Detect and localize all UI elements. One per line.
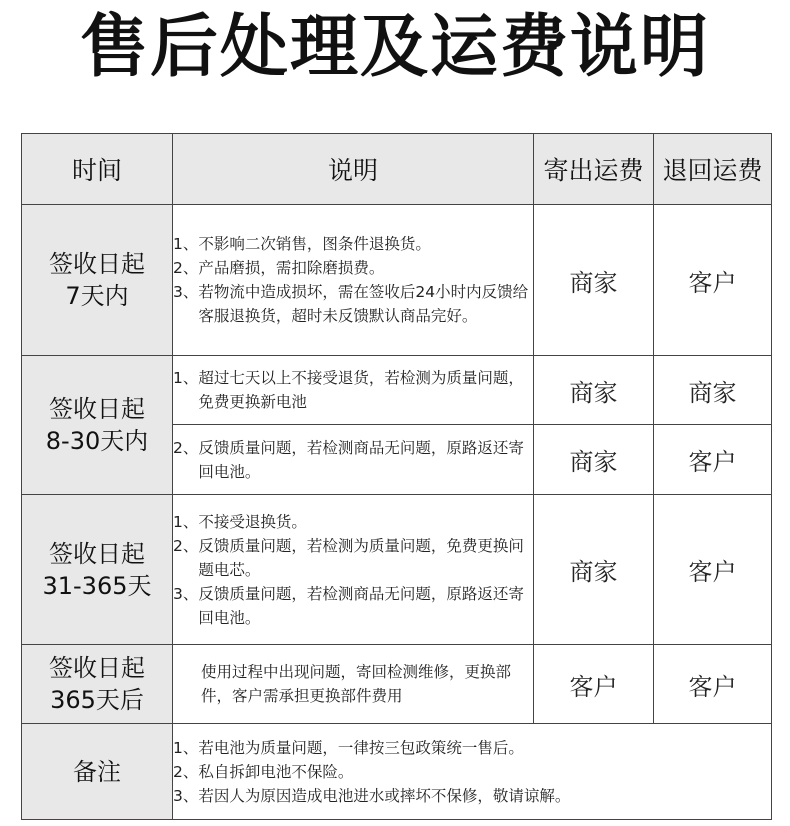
description-cell — [173, 205, 534, 356]
list-item — [173, 784, 771, 808]
item-text: 不影响二次销售，图条件退换货。 — [198, 235, 431, 253]
return-fee-cell: 客户 — [654, 425, 772, 495]
item-number: 3、 — [173, 584, 199, 603]
list-item — [173, 510, 533, 534]
return-fee-cell: 客户 — [654, 205, 772, 356]
send-fee-cell: 商家 — [534, 495, 654, 645]
header-return-fee: 退回运费 — [654, 134, 772, 205]
list-item — [173, 736, 771, 760]
item-text: 超过七天以上不接受退货，若检测为质量问题，免费更换新电池 — [198, 369, 524, 411]
item-number: 2、 — [173, 762, 199, 781]
period-line: 签收日起 — [49, 395, 145, 423]
list-item — [173, 436, 533, 484]
item-number: 1、 — [173, 235, 199, 253]
header-period: 时间 — [22, 134, 173, 205]
item-number: 1、 — [173, 512, 199, 531]
list-item — [173, 760, 771, 784]
item-number: 2、 — [173, 259, 199, 277]
header-description: 说明 — [173, 134, 534, 205]
period-line: 8-30天内 — [45, 427, 149, 455]
notes-cell — [173, 724, 772, 820]
period-cell — [22, 205, 173, 356]
return-fee-cell: 客户 — [654, 495, 772, 645]
list-item — [173, 366, 533, 414]
item-text: 若物流中造成损坏，需在签收后24小时内反馈给客服退换货，超时未反馈默认商品完好。 — [198, 283, 529, 325]
item-text: 若因人为原因造成电池进水或摔坏不保修，敬请谅解。 — [198, 786, 571, 805]
header-send-fee: 寄出运费 — [534, 134, 654, 205]
period-line: 签收日起 — [49, 654, 145, 682]
table-row — [22, 205, 772, 356]
list-item — [173, 232, 533, 256]
period-line: 31-365天 — [42, 571, 152, 600]
item-number: 2、 — [173, 536, 199, 555]
item-text: 不接受退换货。 — [198, 512, 307, 531]
item-text: 产品磨损，需扣除磨损费。 — [198, 259, 385, 277]
item-number: 3、 — [173, 786, 199, 805]
list-item — [173, 280, 533, 328]
return-fee-cell: 客户 — [654, 645, 772, 724]
period-line: 签收日起 — [49, 250, 145, 278]
list-item — [173, 582, 533, 630]
period-line: 7天内 — [65, 282, 129, 310]
item-text: 私自拆卸电池不保险。 — [198, 762, 354, 781]
period-cell — [22, 645, 173, 724]
send-fee-cell: 商家 — [534, 205, 654, 356]
period-line: 签收日起 — [49, 539, 145, 568]
table-row — [22, 356, 772, 425]
item-text: 若电池为质量问题，一律按三包政策统一售后。 — [198, 738, 524, 757]
period-cell — [22, 495, 173, 645]
table-header-row — [22, 134, 772, 205]
send-fee-cell: 商家 — [534, 356, 654, 425]
policy-table — [21, 133, 772, 820]
notes-row — [22, 724, 772, 820]
item-text: 反馈质量问题，若检测为质量问题，免费更换问题电芯。 — [198, 536, 524, 579]
description-cell — [173, 356, 534, 425]
period-cell — [22, 356, 173, 495]
description-cell — [173, 495, 534, 645]
table-row — [22, 495, 772, 645]
item-number: 1、 — [173, 369, 199, 387]
list-item — [173, 534, 533, 582]
item-number: 2、 — [173, 438, 199, 457]
return-fee-cell: 商家 — [654, 356, 772, 425]
send-fee-cell: 客户 — [534, 645, 654, 724]
notes-label: 备注 — [22, 724, 173, 820]
send-fee-cell: 商家 — [534, 425, 654, 495]
period-line: 365天后 — [50, 686, 144, 714]
list-item — [173, 256, 533, 280]
description-cell — [173, 425, 534, 495]
page-title: 售后处理及运费说明 — [79, 8, 710, 87]
item-text: 反馈质量问题，若检测商品无问题，原路返还寄回电池。 — [198, 584, 524, 627]
item-number: 1、 — [173, 738, 199, 757]
table-row — [22, 645, 772, 724]
item-number: 3、 — [173, 283, 199, 301]
description-text: 使用过程中出现问题，寄回检测维修，更换部件，客户需承担更换部件费用 — [201, 663, 512, 705]
item-text: 反馈质量问题，若检测商品无问题，原路返还寄回电池。 — [198, 438, 524, 481]
description-cell — [173, 645, 534, 724]
